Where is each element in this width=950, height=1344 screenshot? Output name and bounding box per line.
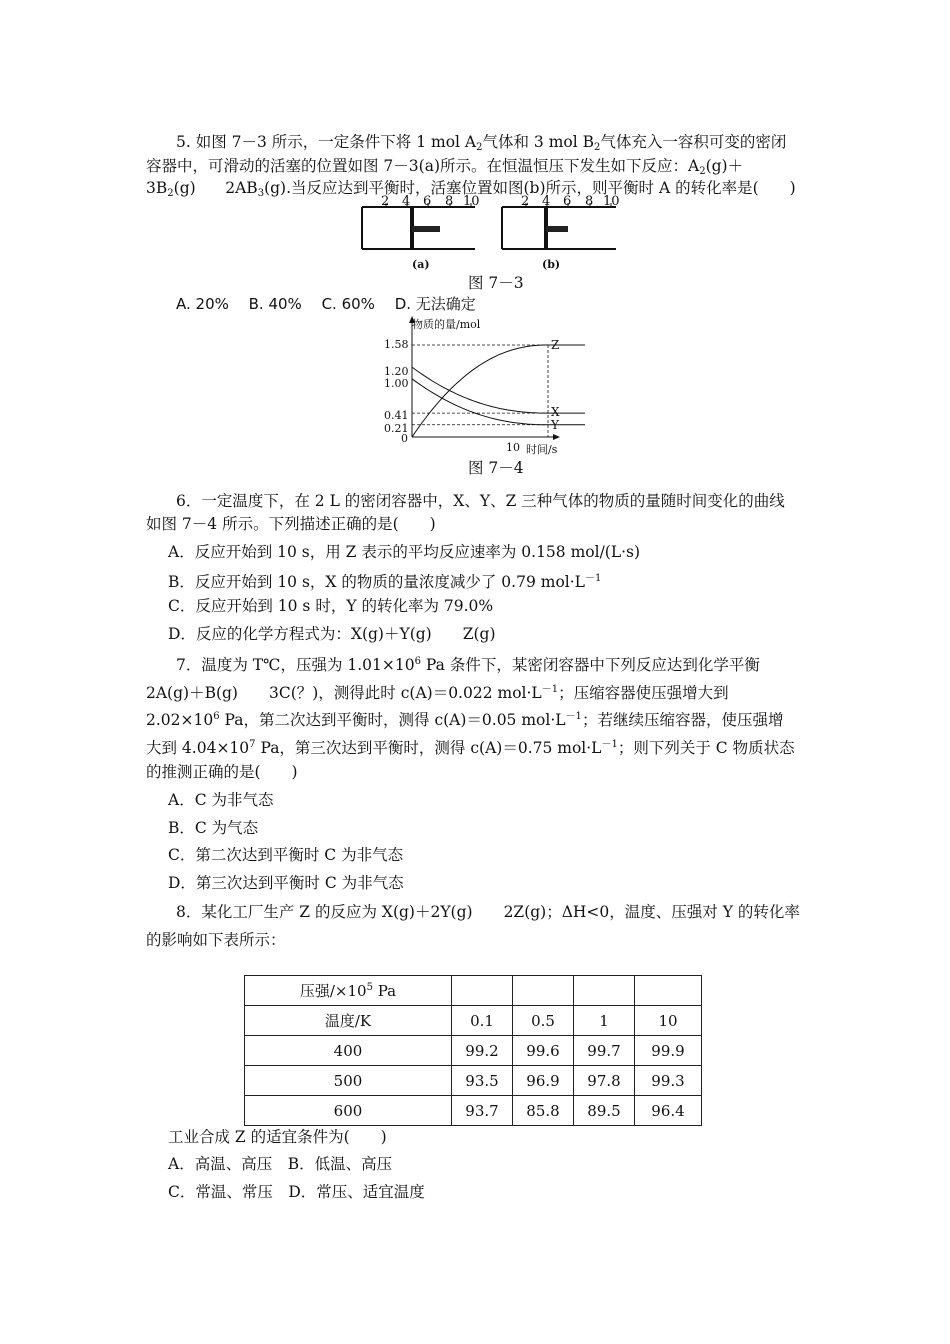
chart-ytick-1.00: 1.00 [384, 377, 409, 390]
chart-ytick-1.58: 1.58 [384, 338, 409, 351]
value-cell: 93.7 [452, 1096, 513, 1126]
header-pressure: 压强$/\times 10^5$ Pa [245, 976, 452, 1006]
value-cell: 99.9 [635, 1036, 702, 1066]
header-temp: 温度/K [245, 1006, 452, 1036]
pressure-cell: 1 [574, 1006, 635, 1036]
value-cell: 99.2 [452, 1036, 513, 1066]
chart-ytick-0.41: 0.41 [384, 409, 409, 422]
q5-line-1: 5. 如图 7－3 所示，一定条件下将 1 mol $A_2$气体和 3 mol $B_2$气体充入一容积可变的密闭 [176, 133, 787, 153]
q8-options-cd: C．常温、常压 D．常压、适宜温度 [168, 1183, 425, 1201]
scale-a-tick: 6 [423, 194, 432, 209]
value-cell: 93.5 [452, 1066, 513, 1096]
q6-stem-2: 如图 7－4 所示。下列描述正确的是( ) [146, 515, 436, 533]
q8-line-1: 8．某化工厂生产 Z 的反应为 X(g)＋2Y(g) 2Z(g)；ΔH<0，温度、压强对 Y 的转化率 [176, 903, 800, 921]
series-line-Z [412, 345, 585, 437]
table-header-row [245, 976, 702, 1006]
scale-a-tick: 2 [381, 194, 390, 209]
table-row [245, 1006, 702, 1036]
temp-cell: 500 [245, 1066, 452, 1096]
curve-label-Z: Z [551, 338, 560, 352]
figure-7-3-caption: 图 7－3 [468, 274, 524, 292]
q6-option-a: A．反应开始到 10 s，用 Z 表示的平均反应速率为 0.158 mol/(L·s) [168, 543, 641, 561]
piston-diagram-a [362, 203, 475, 249]
temp-cell: 400 [245, 1036, 452, 1066]
q7-line-1: 7．温度为 T℃，压强为 $1.01\times 10^6$ Pa 条件下，某密闭容器中下列反应达到化学平衡 [176, 656, 760, 674]
q5-options: A. 20% B. 40% C. 60% D. 无法确定 [176, 295, 476, 313]
scale-b-tick: 8 [585, 194, 594, 209]
pressure-cell: 10 [635, 1006, 702, 1036]
table-row [245, 1066, 702, 1096]
value-cell: 99.7 [574, 1036, 635, 1066]
scale-a-tick: 10 [463, 194, 480, 209]
q7-line-5: 的推测正确的是( ) [146, 763, 298, 781]
q7-option-b: B．C 为气态 [168, 819, 259, 837]
scale-b-tick: 6 [563, 194, 572, 209]
conversion-table [244, 975, 702, 1126]
q5-line-2: 容器中，可滑动的活塞的位置如图 7－3(a)所示。在恒温恒压下发生如下反应：$A_2(g)+$ [146, 157, 744, 177]
chart-xlabel: 时间/s [526, 443, 558, 456]
chart-ytick-0.21: 0.21 [384, 422, 409, 435]
pressure-cell: 0.5 [513, 1006, 574, 1036]
chart-xtick-10: 10 [506, 441, 520, 454]
q8-question: 工业合成 Z 的适宜条件为( ) [168, 1128, 387, 1146]
scale-b-tick: 10 [603, 194, 620, 209]
q7-line-4: 大到 $4.04\times 10^7$ Pa，第三次达到平衡时，测得 c(A)＝0.75 $mol\cdot L^{-1}$；则下列关于 C 物质状态 [146, 739, 795, 757]
piston-label-b: (b) [542, 258, 561, 271]
scale-b-tick: 2 [521, 194, 530, 209]
value-cell: 99.6 [513, 1036, 574, 1066]
q7-line-2: 2A(g)＋B(g) 3C(？)，测得此时 c(A)＝0.022 $mol\cdot L^{-1}$；压缩容器使压强增大到 [146, 684, 729, 702]
piston-label-a: (a) [412, 258, 430, 271]
value-cell: 96.9 [513, 1066, 574, 1096]
q8-options-ab: A．高温、高压 B．低温、高压 [168, 1155, 393, 1173]
scale-a-tick: 4 [402, 194, 411, 209]
chart-ytick-0: 0 [401, 432, 408, 445]
value-cell: 85.8 [513, 1096, 574, 1126]
scale-a-tick: 8 [445, 194, 454, 209]
x-axis-arrow [553, 434, 560, 440]
value-cell: 96.4 [635, 1096, 702, 1126]
chart-ytick-1.20: 1.20 [384, 365, 409, 378]
value-cell: 97.8 [574, 1066, 635, 1096]
q7-option-d: D．第三次达到平衡时 C 为非气态 [168, 874, 404, 892]
q7-line-3: $2.02\times 10^6$ Pa，第二次达到平衡时，测得 c(A)＝0.05 $mol\cdot L^{-1}$；若继续压缩容器，使压强增 [146, 711, 784, 729]
piston-diagram-b [502, 203, 616, 249]
temp-cell: 600 [245, 1096, 452, 1126]
q6-stem-1: 6．一定温度下，在 2 L 的密闭容器中，X、Y、Z 三种气体的物质的量随时间变化的曲线 [176, 492, 785, 510]
scale-b-tick: 4 [542, 194, 551, 209]
q7-option-a: A．C 为非气态 [168, 791, 274, 809]
q5-line-3: $3B_2(g)$ $2AB_3(g)$.当反应达到平衡时，活塞位置如图(b)所示，则平衡时 A 的转化率是( ) [146, 179, 796, 199]
q6-option-d: D．反应的化学方程式为：X(g)＋Y(g) Z(g) [168, 625, 496, 643]
table-row [245, 1036, 702, 1066]
value-cell: 89.5 [574, 1096, 635, 1126]
q6-option-b: B．反应开始到 10 s，X 的物质的量浓度减少了 0.79 $mol\cdot L^{-1}$ [168, 573, 602, 591]
curve-label-X: X [551, 405, 560, 419]
chart-ylabel: 物质的量/mol [412, 318, 481, 331]
pressure-cell: 0.1 [452, 1006, 513, 1036]
q8-line-2: 的影响如下表所示： [146, 931, 286, 949]
q7-option-c: C．第二次达到平衡时 C 为非气态 [168, 846, 404, 864]
q6-option-c: C．反应开始到 10 s 时，Y 的转化率为 79.0% [168, 597, 494, 615]
value-cell: 99.3 [635, 1066, 702, 1096]
figure-7-4-caption: 图 7－4 [468, 459, 524, 477]
table-row [245, 1096, 702, 1126]
curve-label-Y: Y [551, 418, 559, 432]
